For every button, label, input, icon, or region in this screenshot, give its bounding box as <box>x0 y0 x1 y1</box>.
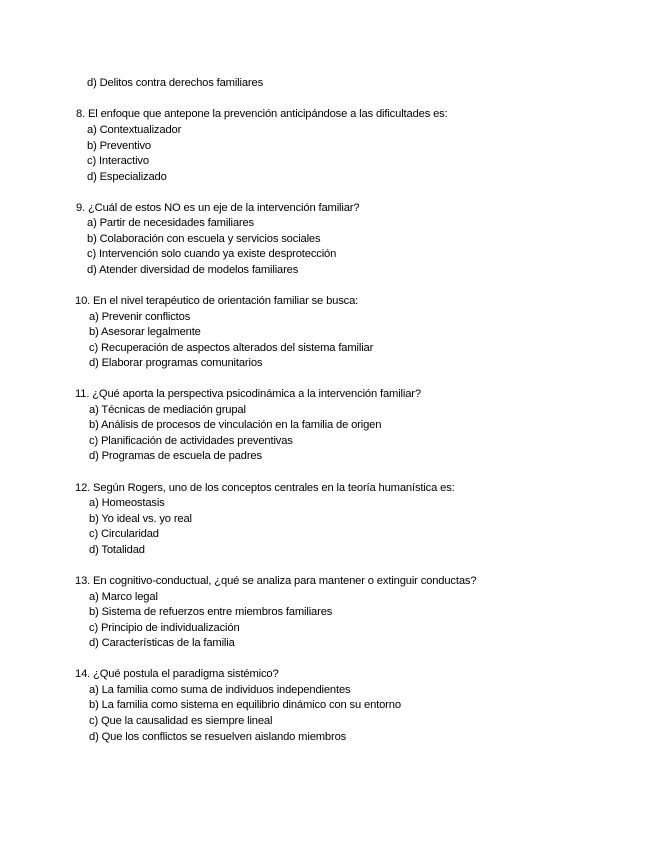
question-12-option-c: c) Circularidad <box>89 528 159 540</box>
question-12-option-a: a) Homeostasis <box>89 497 165 509</box>
question-13-option-d: d) Características de la familia <box>89 637 235 649</box>
question-8-option-d: d) Especializado <box>87 171 167 183</box>
question-8-option-b: b) Preventivo <box>87 140 151 152</box>
question-13-option-b: b) Sistema de refuerzos entre miembros familiares <box>89 606 333 618</box>
question-9-option-c: c) Intervención solo cuando ya existe desprotección <box>87 248 337 260</box>
question-14-option-a: a) La familia como suma de individuos independientes <box>89 684 351 696</box>
question-14-text: 14. ¿Qué postula el paradigma sistémico? <box>75 668 279 680</box>
question-10-text: 10. En el nivel terapéutico de orientación familiar se busca: <box>75 295 359 307</box>
question-12-text: 12. Según Rogers, uno de los conceptos centrales en la teoría humanística es: <box>75 482 455 494</box>
question-9-option-a: a) Partir de necesidades familiares <box>87 217 254 229</box>
question-9-option-b: b) Colaboración con escuela y servicios sociales <box>87 233 321 245</box>
question-14-option-b: b) La familia como sistema en equilibrio dinámico con su entorno <box>89 699 401 711</box>
question-11-option-c: c) Planificación de actividades preventivas <box>89 435 293 447</box>
question-8-text: 8. El enfoque que antepone la prevención anticipándose a las dificultades es: <box>76 108 448 120</box>
question-12-option-d: d) Totalidad <box>89 544 145 556</box>
question-13-text: 13. En cognitivo-conductual, ¿qué se analiza para mantener o extinguir conductas? <box>75 575 477 587</box>
question-10-option-a: a) Prevenir conflictos <box>89 311 191 323</box>
question-8-option-c: c) Interactivo <box>87 155 149 167</box>
question-8-option-a: a) Contextualizador <box>87 124 182 136</box>
question-14-option-c: c) Que la causalidad es siempre lineal <box>89 715 273 727</box>
question-13-option-c: c) Principio de individualización <box>89 622 240 634</box>
question-11-option-a: a) Técnicas de mediación grupal <box>89 404 246 416</box>
question-11-option-d: d) Programas de escuela de padres <box>89 450 262 462</box>
question-14-option-d: d) Que los conflictos se resuelven aislando miembros <box>89 731 347 743</box>
question-13-option-a: a) Marco legal <box>89 591 158 603</box>
question-11-option-b: b) Análisis de procesos de vinculación en la familia de origen <box>89 419 382 431</box>
question-10-option-b: b) Asesorar legalmente <box>89 326 201 338</box>
question-10-option-d: d) Elaborar programas comunitarios <box>89 357 263 369</box>
question-10-option-c: c) Recuperación de aspectos alterados del sistema familiar <box>89 342 374 354</box>
question-7-option-d: d) Delitos contra derechos familiares <box>87 77 264 89</box>
question-9-option-d: d) Atender diversidad de modelos familiares <box>87 264 299 276</box>
question-9-text: 9. ¿Cuál de estos NO es un eje de la intervención familiar? <box>76 202 360 214</box>
question-11-text: 11. ¿Qué aporta la perspectiva psicodinámica a la intervención familiar? <box>75 388 421 400</box>
question-12-option-b: b) Yo ideal vs. yo real <box>89 513 192 525</box>
